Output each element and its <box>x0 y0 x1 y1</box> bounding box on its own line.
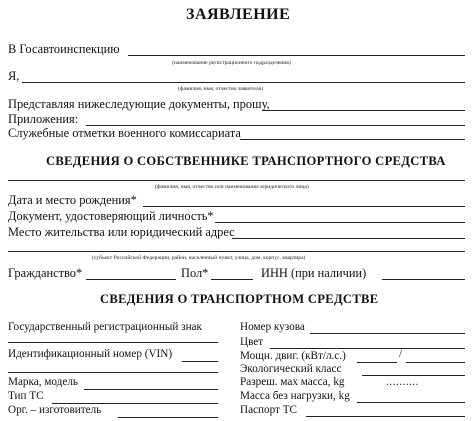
pts-field[interactable] <box>306 416 465 417</box>
power-kw-field[interactable] <box>357 362 397 363</box>
max-mass-dots[interactable]: .......... <box>386 376 419 388</box>
color-field[interactable] <box>270 348 465 349</box>
owner-section-heading: СВЕДЕНИЯ О СОБСТВЕННИКЕ ТРАНСПОРТНОГО СРЕДСТВА <box>46 154 446 168</box>
vehicle-right-field-4: Разреш. мах масса, kg <box>240 376 345 388</box>
attach-label: Приложения: <box>8 112 79 126</box>
birth-field[interactable] <box>143 206 465 207</box>
vehicle-left-field-0: Государственный регистрационный знак <box>8 321 202 333</box>
power-hp-field[interactable] <box>406 362 465 363</box>
vehicle-left-field-3: Тип ТС <box>8 390 44 402</box>
page-title: ЗАЯВЛЕНИЕ <box>186 6 291 23</box>
owner-name-hint: (фамилия, имя, отчество или наименование юридического лица) <box>155 184 309 190</box>
submit-field[interactable] <box>262 110 465 111</box>
id-doc-label: Документ, удостоверяющий личность* <box>8 209 214 223</box>
vehicle-right-field-0: Номер кузова <box>240 321 305 333</box>
curb-mass-field[interactable] <box>357 402 465 403</box>
vehicle-right-field-2: Мощн. двиг. (кВт/л.с.) <box>240 350 346 362</box>
address-field[interactable] <box>232 238 465 239</box>
i-label: Я, <box>8 69 20 83</box>
vin-field-2[interactable] <box>8 372 218 373</box>
vehicle-right-field-3: Экологический класс <box>240 363 342 375</box>
i-field[interactable] <box>22 82 465 83</box>
to-hint: (наименование регистрационного подразделения) <box>172 60 291 66</box>
address-label: Место жительства или юридический адрес <box>8 225 235 239</box>
power-separator: / <box>399 348 403 360</box>
address-hint: (субъект Российской Федерации, район, населенный пункт, улица, дом, корпус, квартира) <box>92 255 306 261</box>
citizenship-label: Гражданство* <box>8 266 83 280</box>
plate-field[interactable] <box>8 342 218 343</box>
inn-label: ИНН (при наличии) <box>261 266 367 280</box>
body-number-field[interactable] <box>310 333 465 334</box>
model-field[interactable] <box>84 389 218 390</box>
i-hint: (фамилия, имя, отчество заявителя) <box>178 86 263 92</box>
military-field[interactable] <box>240 139 465 140</box>
owner-name-field[interactable] <box>8 180 465 181</box>
vehicle-right-field-1: Цвет <box>240 336 264 348</box>
vehicle-right-field-6: Паспорт ТС <box>240 404 298 416</box>
vin-field[interactable] <box>182 361 218 362</box>
maker-field[interactable] <box>118 417 218 418</box>
vehicle-left-field-2: Марка, модель <box>8 376 79 388</box>
inn-field[interactable] <box>382 279 465 280</box>
vehicle-section-heading: СВЕДЕНИЯ О ТРАНСПОРТНОМ СРЕДСТВЕ <box>100 292 379 306</box>
birth-label: Дата и место рождения* <box>8 193 137 207</box>
military-label: Служебные отметки военного комиссариата <box>8 126 241 140</box>
vehicle-left-field-4: Орг. – изготовитель <box>8 404 102 416</box>
id-doc-field[interactable] <box>215 222 465 223</box>
vehicle-left-field-1: Идентификационный номер (VIN) <box>8 348 173 360</box>
address-field-2[interactable] <box>8 251 465 252</box>
citizenship-field[interactable] <box>86 279 176 280</box>
to-field[interactable] <box>128 55 465 56</box>
sex-field[interactable] <box>211 279 253 280</box>
sex-label: Пол* <box>181 266 209 280</box>
to-label: В Госавтоинспекцию <box>8 42 120 56</box>
submit-label: Представляя нижеследующие документы, прошу, <box>8 97 270 111</box>
vehicle-right-field-5: Масса без нагрузки, kg <box>240 390 350 402</box>
